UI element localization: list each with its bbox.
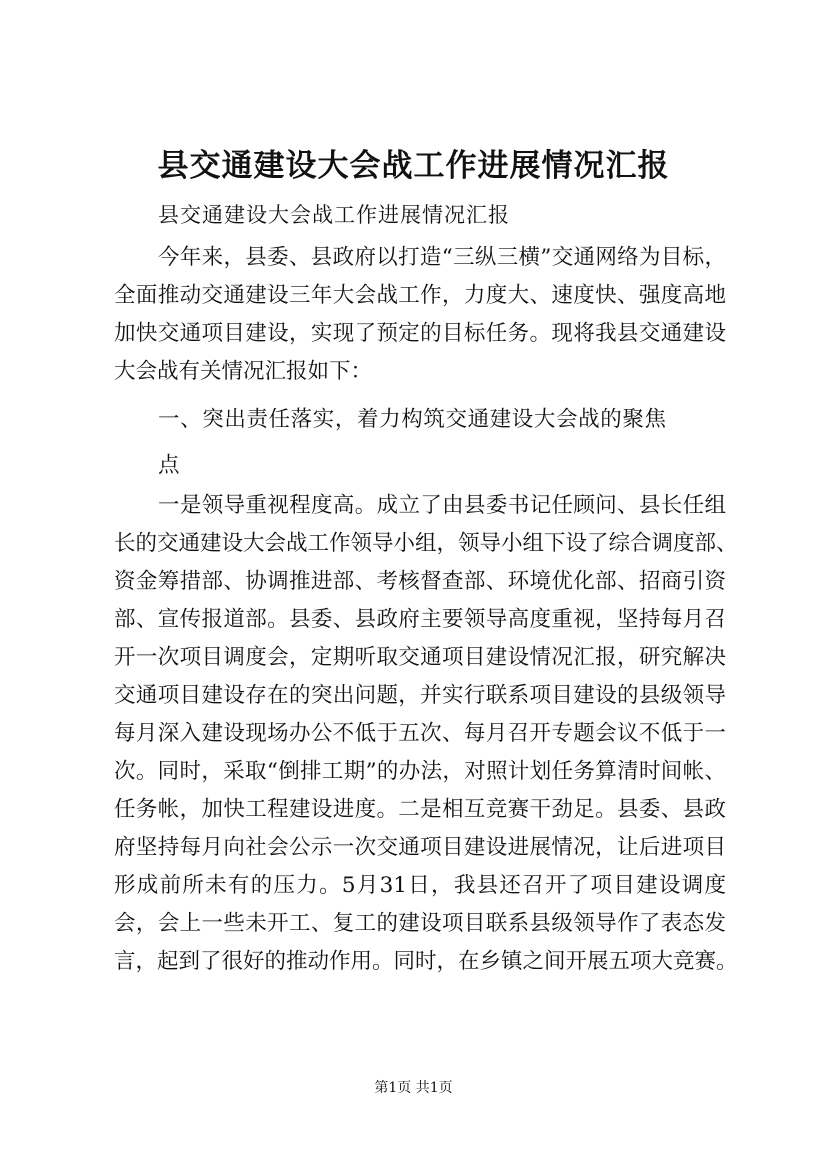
document-title: 县交通建设大会战工作进展情况汇报 — [157, 148, 670, 184]
page-number: 第1页 共1页 — [374, 1080, 453, 1096]
section-heading-cont: 点 — [158, 453, 180, 478]
body-line: 会，会上一些未开工、复工的建设项目联系县级领导作了表态发 — [114, 911, 726, 936]
section-heading: 一、突出责任落实，着力构筑交通建设大会战的聚焦 — [158, 407, 666, 432]
body-line: 每月深入建设现场办公不低于五次、每月召开专题会议不低于一 — [114, 721, 726, 746]
body-line: 言，起到了很好的推动作用。同时，在乡镇之间开展五项大竞赛。 — [114, 949, 738, 974]
body-line: 次。同时，采取“倒排工期”的办法，对照计划任务算清时间帐、 — [114, 759, 726, 784]
body-line: 部、宣传报道部。县委、县政府主要领导高度重视，坚持每月召 — [114, 607, 726, 632]
body-line: 开一次项目调度会，定期听取交通项目建设情况汇报，研究解决 — [114, 645, 726, 670]
body-line: 任务帐，加快工程建设进度。二是相互竞赛干劲足。县委、县政 — [114, 797, 726, 822]
body-line: 今年来，县委、县政府以打造“三纵三横”交通网络为目标， — [158, 245, 726, 270]
body-line: 全面推动交通建设三年大会战工作，力度大、速度快、强度高地 — [114, 283, 726, 308]
body-line: 资金筹措部、协调推进部、考核督查部、环境优化部、招商引资 — [114, 569, 726, 594]
body-line: 形成前所未有的压力。5月31日，我县还召开了项目建设调度 — [114, 873, 726, 898]
body-line: 大会战有关情况汇报如下： — [114, 359, 373, 384]
body-line: 长的交通建设大会战工作领导小组，领导小组下设了综合调度部、 — [114, 531, 738, 556]
body-line: 府坚持每月向社会公示一次交通项目建设进展情况，让后进项目 — [114, 835, 726, 860]
document-subtitle: 县交通建设大会战工作进展情况汇报 — [158, 203, 510, 227]
body-line: 一是领导重视程度高。成立了由县委书记任顾问、县长任组 — [158, 493, 726, 518]
body-line: 交通项目建设存在的突出问题，并实行联系项目建设的县级领导 — [114, 683, 726, 708]
body-line: 加快交通项目建设，实现了预定的目标任务。现将我县交通建设 — [114, 321, 726, 346]
